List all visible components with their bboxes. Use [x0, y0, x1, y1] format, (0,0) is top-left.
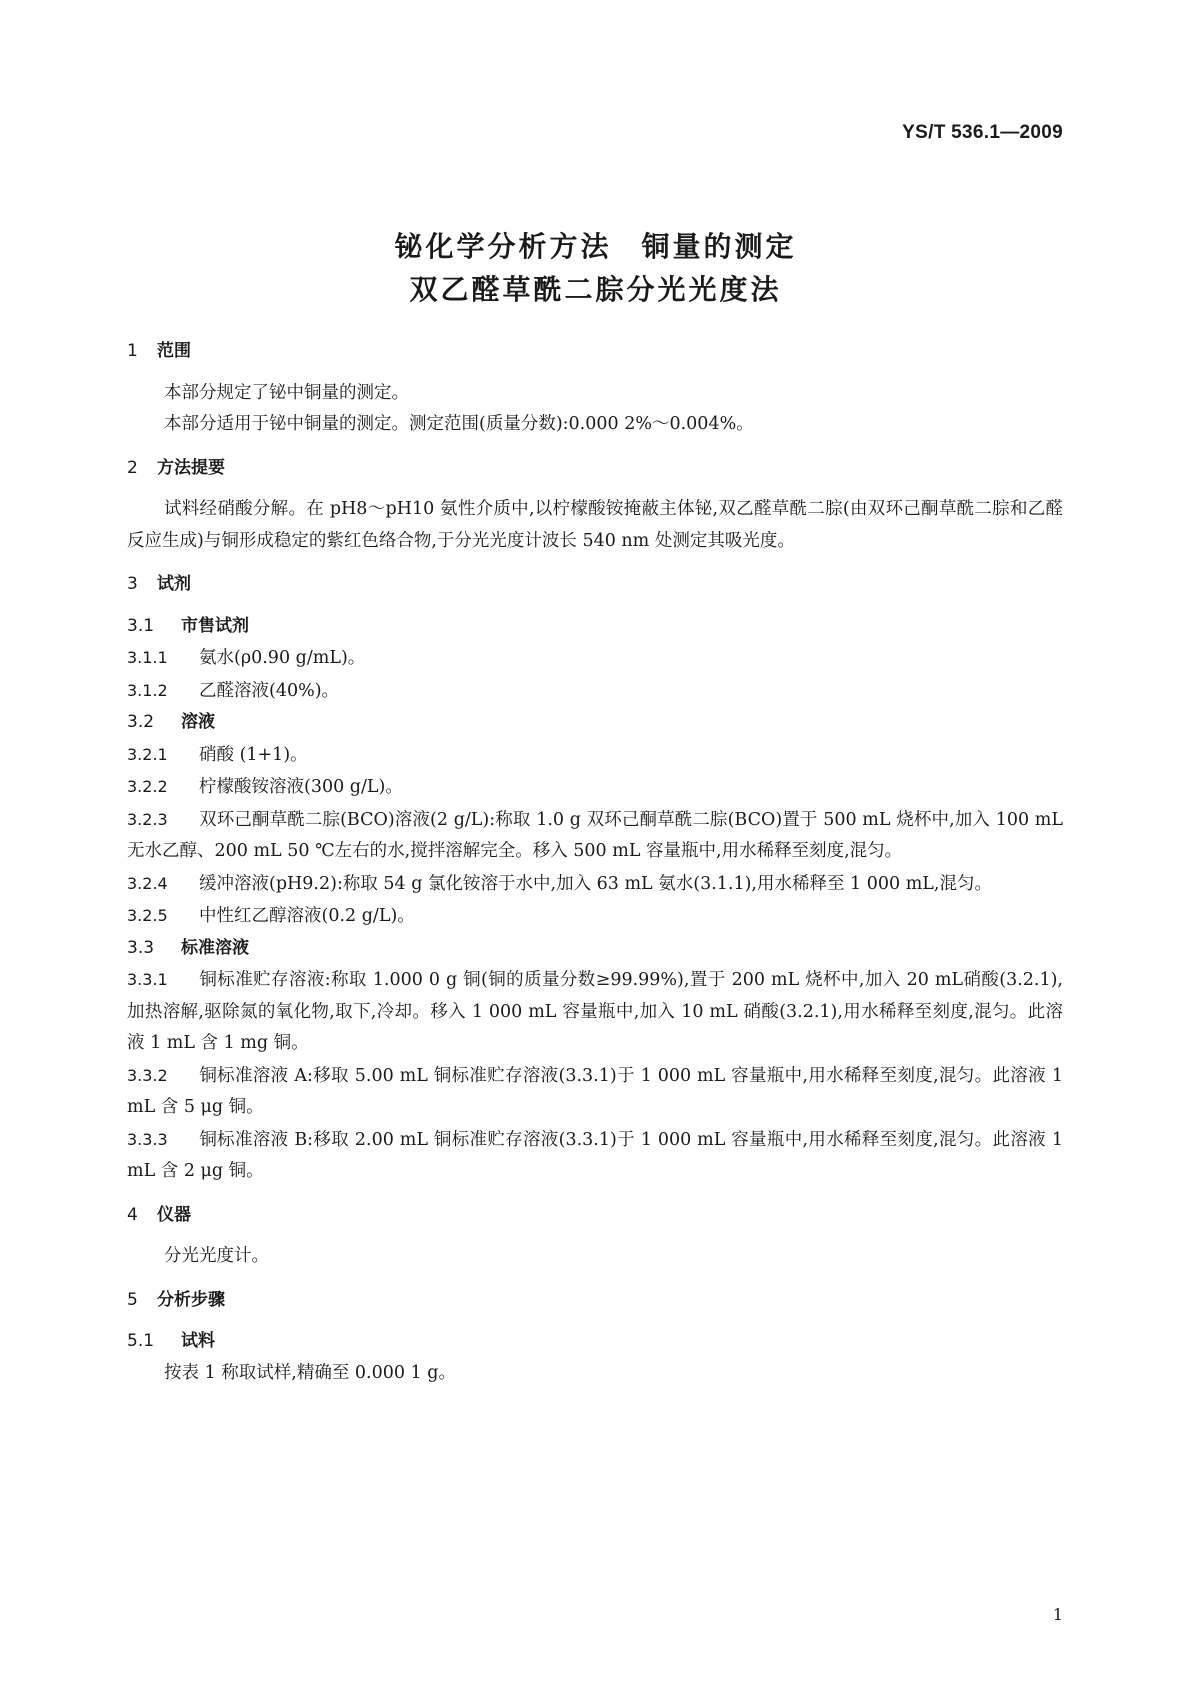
section-heading: 2 方法提要 — [127, 457, 225, 478]
document-title-line1 — [0, 225, 1191, 265]
clause-item: 3.1.1 氨水(ρ0.90 g/mL)。 — [127, 648, 366, 668]
document-body — [127, 336, 1063, 1401]
clause-item: 3.2.2 柠檬酸铵溶液(300 g/L)。 — [127, 777, 403, 797]
clause-item: 3.1.2 乙醛溶液(40%)。 — [127, 680, 340, 701]
subsection-heading: 3.1 市售试剂 — [127, 615, 249, 636]
paragraph: 本部分规定了铋中铜量的测定。 — [164, 382, 409, 403]
section-procedure — [127, 1285, 1063, 1390]
paragraph: 按表 1 称取试样,精确至 0.000 1 g。 — [164, 1362, 456, 1383]
title-part2: 铜量的测定 — [641, 230, 797, 263]
clause-item: 3.2.1 硝酸 (1+1)。 — [127, 744, 308, 765]
section-method-summary — [127, 453, 1063, 558]
section-apparatus — [127, 1200, 1063, 1273]
subsection-heading: 3.3 标准溶液 — [127, 937, 249, 958]
paragraph: 本部分适用于铋中铜量的测定。测定范围(质量分数):0.000 2%～0.004%。 — [164, 414, 754, 434]
section-heading: 3 试剂 — [127, 574, 191, 594]
section-scope — [127, 336, 1063, 441]
subsection-heading: 5.1 试料 — [127, 1331, 215, 1351]
section-reagents — [127, 569, 1063, 1188]
section-heading: 4 仪器 — [127, 1204, 191, 1225]
clause-item: 3.2.4 缓冲溶液(pH9.2):称取 54 g 氯化铵溶于水中,加入 63 mL 氨水(3.1.1),用水稀释至 1 000 mL,混匀。 — [127, 873, 992, 894]
clause-item: 3.3.1 铜标准贮存溶液:称取 1.000 0 g 铜(铜的质量分数≥99.99%),置于 200 mL 烧杯中,加入 20 mL硝酸(3.2.1),加热溶解,驱除氮的氧化物,取下,冷却。移入 1 000 mL 容量瓶中,加入 10 mL 硝酸(3.2.1),用水稀释至刻度,混匀。此溶液 1 mL 含 1 mg 铜。 — [127, 970, 1063, 1053]
subsection-heading: 3.2 溶液 — [127, 712, 215, 732]
clause-item: 3.3.3 铜标准溶液 B:移取 2.00 mL 铜标准贮存溶液(3.3.1)于 1 000 mL 容量瓶中,用水稀释至刻度,混匀。此溶液 1 mL 含 2 μg 铜。 — [127, 1129, 1063, 1181]
section-heading: 1 范围 — [127, 341, 191, 361]
paragraph: 试料经硝酸分解。在 pH8～pH10 氨性介质中,以柠檬酸铵掩蔽主体铋,双乙醛草酰二腙(由双环己酮草酰二腙和乙醛反应生成)与铜形成稳定的紫红色络合物,于分光光度计波长 540 nm 处测定其吸光度。 — [127, 499, 1063, 551]
clause-item: 3.3.2 铜标准溶液 A:移取 5.00 mL 铜标准贮存溶液(3.3.1)于 1 000 mL 容量瓶中,用水稀释至刻度,混匀。此溶液 1 mL 含 5 μg 铜。 — [127, 1065, 1063, 1117]
clause-item: 3.2.5 中性红乙醇溶液(0.2 g/L)。 — [127, 906, 415, 926]
standard-code: YS/T 536.1—2009 — [902, 122, 1063, 143]
clause-item: 3.2.3 双环己酮草酰二腙(BCO)溶液(2 g/L):称取 1.0 g 双环己酮草酰二腙(BCO)置于 500 mL 烧杯中,加入 100 mL 无水乙醇、200 mL 50 ℃左右的水,搅拌溶解完全。移入 500 mL 容量瓶中,用水稀释至刻度,混匀。 — [127, 809, 1063, 861]
paragraph: 分光光度计。 — [164, 1246, 269, 1266]
title-part1: 铋化学分析方法 — [394, 230, 612, 263]
section-heading: 5 分析步骤 — [127, 1289, 225, 1310]
page-number: 1 — [1052, 1605, 1063, 1624]
document-title-line2: 双乙醛草酰二腙分光光度法 — [409, 273, 782, 306]
